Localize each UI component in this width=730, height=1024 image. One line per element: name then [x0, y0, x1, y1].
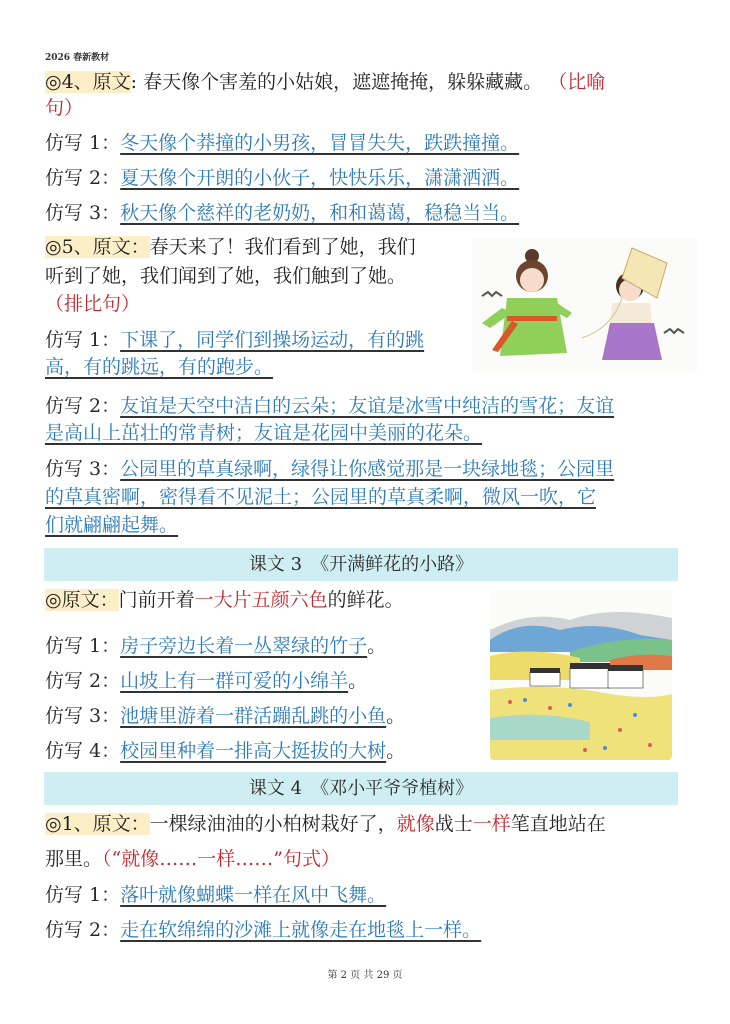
item5-imitation-1: 仿写 1：下课了，同学们到操场运动，有的跳: [45, 329, 425, 351]
emphasis-jiuxiang: 就像: [396, 813, 435, 835]
emphasis-1: 一大片: [194, 589, 252, 611]
item5-original-cont: 听到了她，我们闻到了她，我们触到了她。: [45, 265, 407, 287]
item4-imitation-2: 仿写 2：夏天像个开朗的小伙子，快快乐乐，潇潇洒洒。: [45, 167, 520, 189]
lesson3-imitation-2: 仿写 2：山坡上有一群可爱的小绵羊。: [45, 670, 368, 692]
lesson3-imitation-1: 仿写 1：房子旁边长着一丛翠绿的竹子。: [45, 635, 387, 657]
item5-type: （排比句）: [45, 293, 141, 315]
lesson4-imitation-1: 仿写 1：落叶就像蝴蝶一样在风中飞舞。: [45, 884, 387, 906]
item5-imitation-2-cont: 是高山上茁壮的常青树；友谊是花园中美丽的花朵。: [45, 422, 483, 444]
item4-text: 春天像个害羞的小姑娘，遮遮掩掩，躲躲藏藏。: [143, 71, 543, 93]
item5-prefix: ◎5、原文：: [45, 236, 150, 258]
lesson3-original: ◎原文：门前开着一大片五颜六色的鲜花。: [45, 589, 404, 611]
lesson4-type: （“就像……一样……”句式）: [102, 848, 340, 870]
lesson4-heading: 课文 4 《邓小平爷爷植树》: [44, 772, 678, 805]
item5-imitation-3-cont: 的草真密啊，密得看不见泥土；公园里的草真柔啊，微风一吹，它: [45, 486, 597, 508]
item5-imitation-2: 仿写 2：友谊是天空中洁白的云朵；友谊是冰雪中纯洁的雪花；友谊: [45, 395, 615, 417]
item5-imitation-3-cont2: 们就翩翩起舞。: [45, 514, 179, 536]
lesson4-original-cont: 那里。（“就像……一样……”句式）: [45, 848, 340, 870]
item4-imitation-1: 仿写 1：冬天像个莽撞的小男孩，冒冒失失，跌跌撞撞。: [45, 132, 520, 154]
item4-prefix: ◎4、原文: [45, 71, 131, 93]
lesson3-heading: 课文 3 《开满鲜花的小路》: [44, 548, 678, 581]
item4-type: （比喻: [548, 71, 606, 93]
lesson3-prefix: ◎原文：: [45, 589, 119, 611]
item5-original: ◎5、原文：春天来了！我们看到了她，我们: [45, 236, 416, 258]
emphasis-2: 五颜六色: [251, 589, 328, 611]
lesson3-imitation-4: 仿写 4：校园里种着一排高大挺拔的大树。: [45, 740, 406, 762]
children-kite-illustration: [472, 238, 697, 373]
village-flower-painting: [490, 590, 672, 760]
page-number: 第 2 页 共 29 页: [327, 970, 403, 981]
lesson4-prefix: ◎1、原文：: [45, 813, 150, 835]
lesson3-imitation-3: 仿写 3：池塘里游着一群活蹦乱跳的小鱼。: [45, 705, 406, 727]
item5-imitation-1-cont: 高，有的跳远，有的跑步。: [45, 356, 274, 378]
header-tag: 2026 春新教材: [45, 53, 110, 63]
item4-type-cont: 句）: [45, 97, 84, 119]
item5-imitation-3: 仿写 3：公园里的草真绿啊，绿得让你感觉那是一块绿地毯；公园里: [45, 458, 615, 480]
emphasis-yiyang: 一样: [472, 813, 511, 835]
lesson4-original: ◎1、原文：一棵绿油油的小柏树栽好了，就像战士一样笔直地站在: [45, 813, 606, 835]
item4-original: ◎4、原文: 春天像个害羞的小姑娘，遮遮掩掩，躲躲藏藏。 （比喻: [45, 71, 606, 93]
item4-imitation-3: 仿写 3：秋天像个慈祥的老奶奶，和和蔼蔼，稳稳当当。: [45, 202, 520, 224]
lesson4-imitation-2: 仿写 2：走在软绵绵的沙滩上就像走在地毯上一样。: [45, 919, 482, 941]
